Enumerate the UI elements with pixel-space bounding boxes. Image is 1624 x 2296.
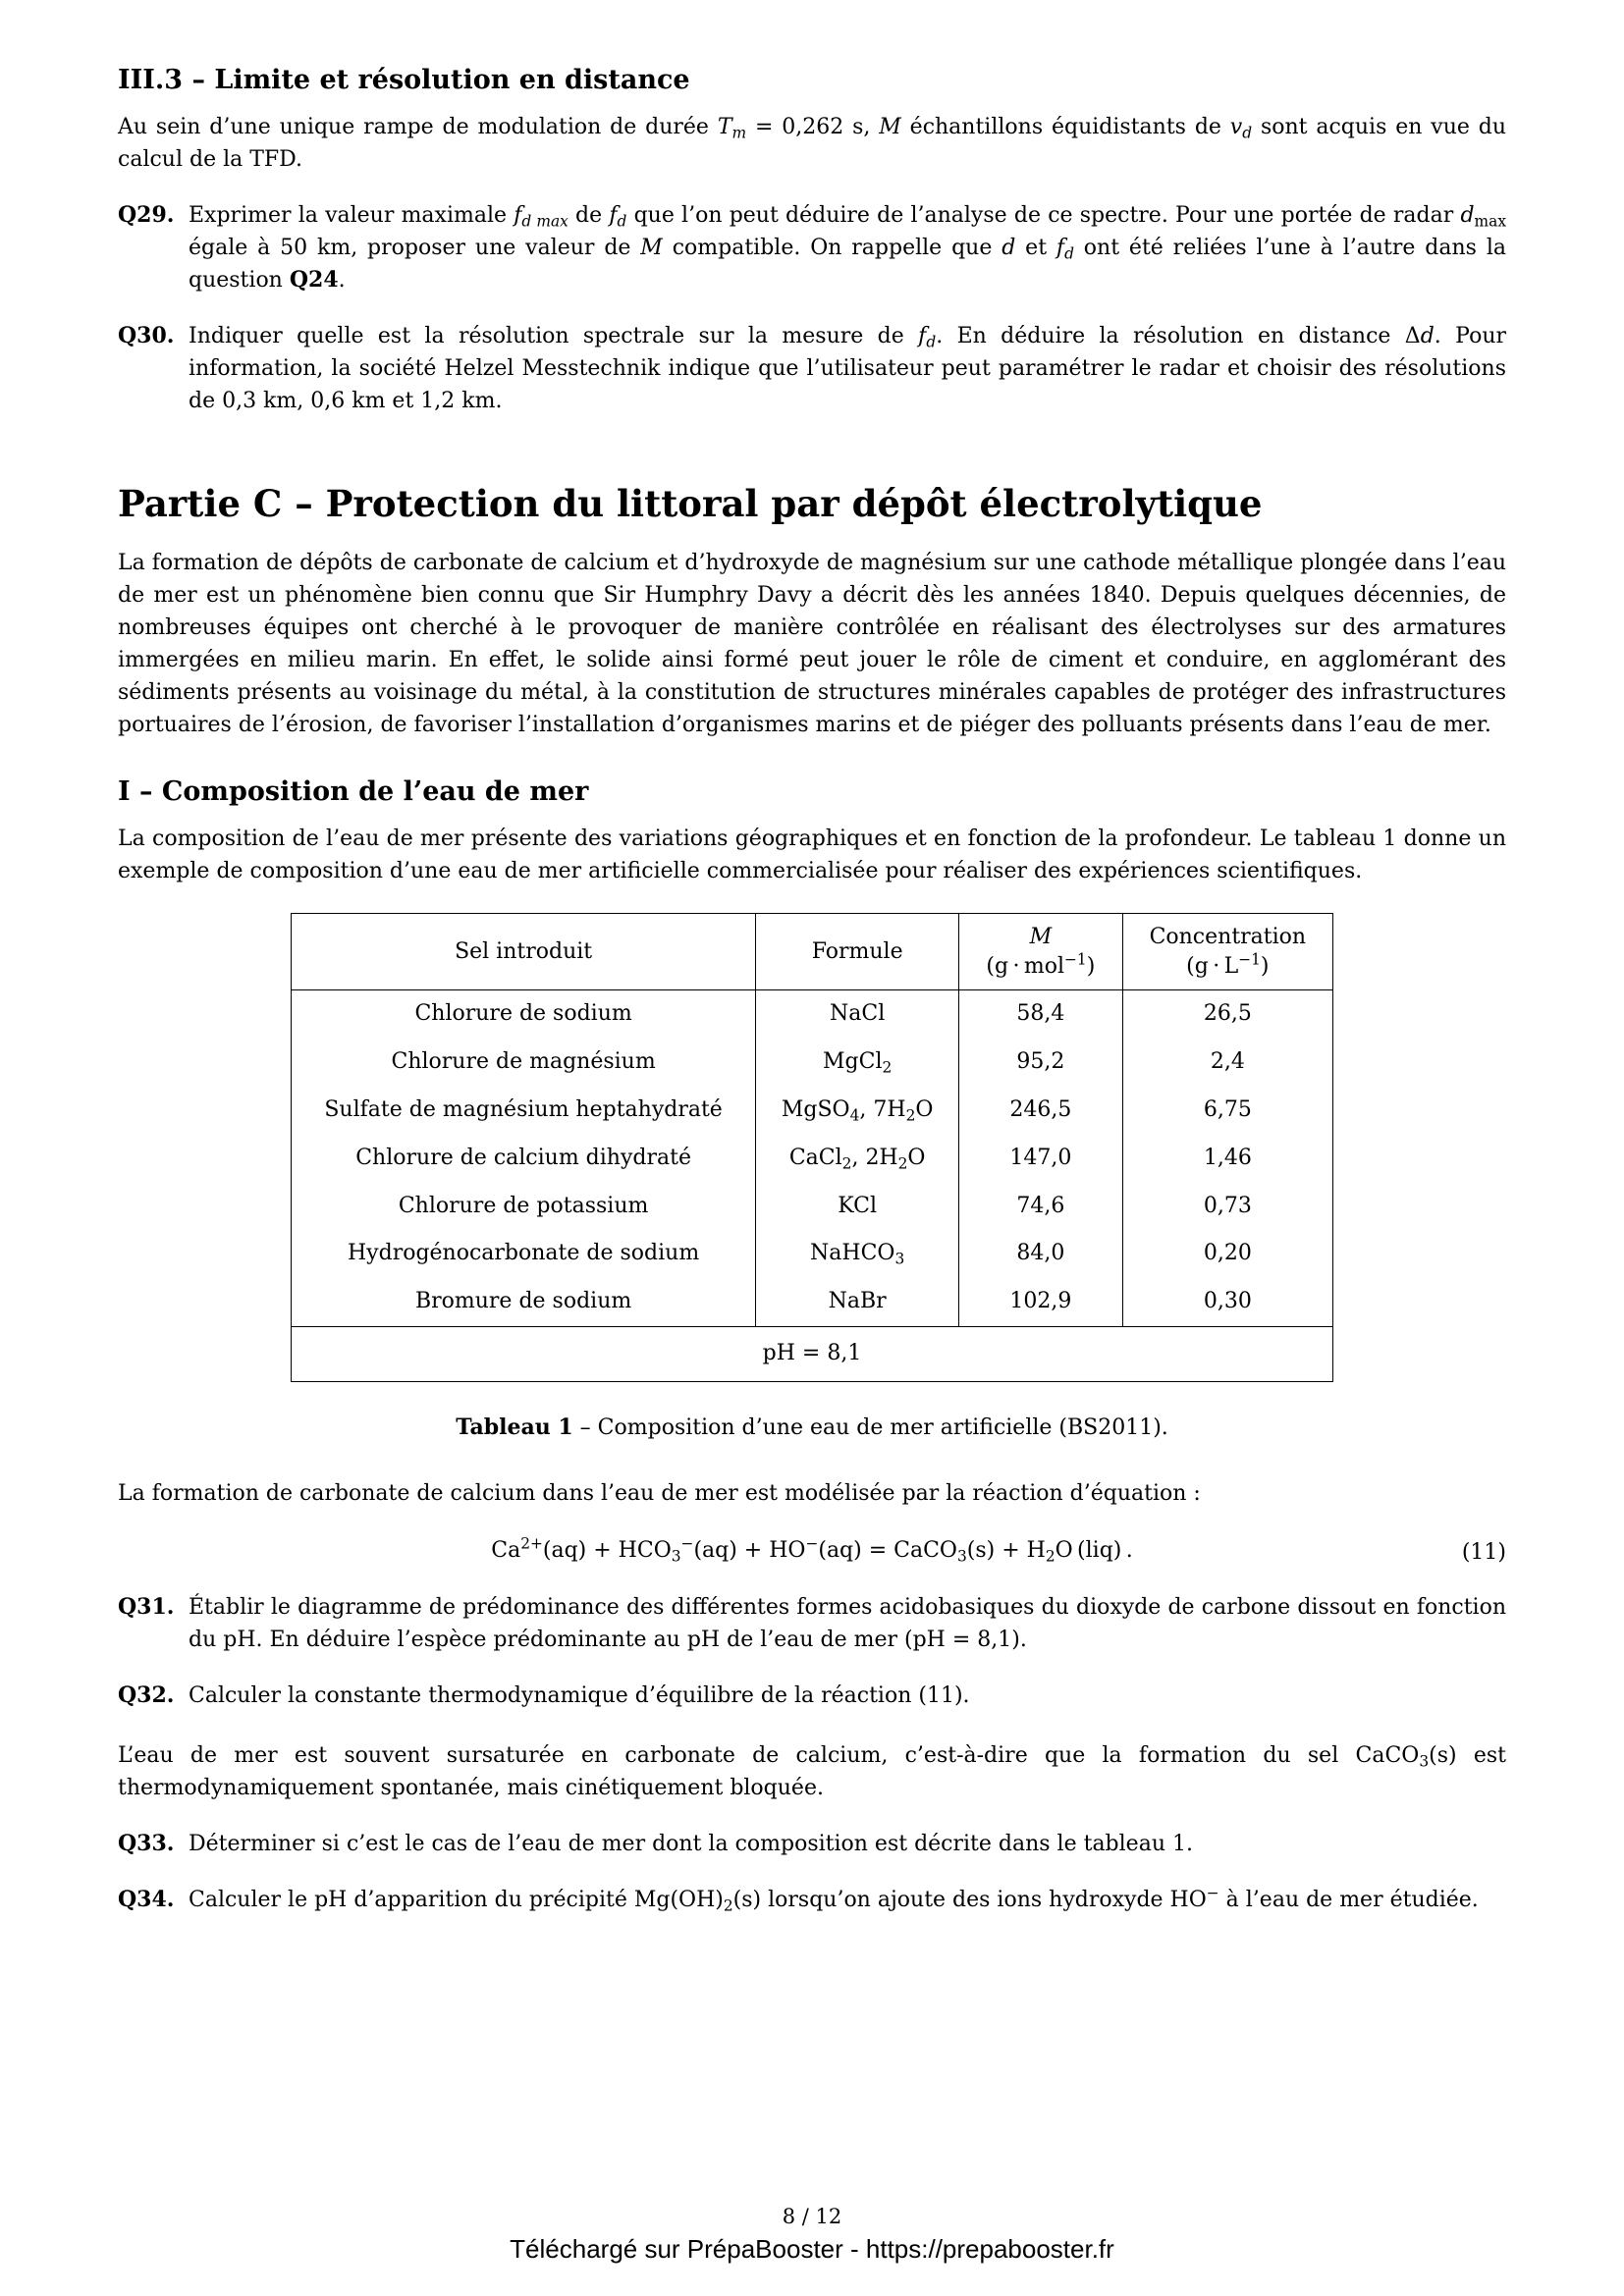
column-header-salt: Sel introduit bbox=[292, 914, 756, 990]
column-header-formula: Formule bbox=[756, 914, 959, 990]
column-header-molar-mass: M (g · mol$^{-1}$) bbox=[959, 914, 1123, 990]
cell-salt: Chlorure de potassium bbox=[292, 1183, 756, 1231]
cell-formula: CaCl$_2$, $2H_2O$ bbox=[756, 1135, 959, 1183]
table-row bbox=[292, 990, 1333, 1039]
table-row bbox=[292, 1135, 1333, 1183]
question-q29-label: Q29. bbox=[118, 202, 175, 228]
table-row bbox=[292, 1087, 1333, 1135]
cell-formula: MgSO$_4$, $7H_2O$ bbox=[756, 1087, 959, 1135]
cell-concentration: 0,20 bbox=[1122, 1230, 1332, 1278]
reaction-equation: $Ca^{2+}(aq) + HCO_3^-(aq) + HO^-(aq)$ = CaCO$_3$(s) + $H_2O$ (liq) . bbox=[491, 1534, 1133, 1566]
composition-intro-paragraph: La composition de l’eau de mer présente des variations géographiques et en fonction de la profondeur. Le tableau 1 donne un exemple de composition d’une eau de mer artificielle commercialisée pour réaliser des expériences scientifiques. bbox=[118, 827, 1506, 883]
question-q34-body: Calculer le pH d’apparition du précipité $Mg(OH)_2(s)$ lorsqu’on ajoute des ions hydroxyde HO− à l’eau de mer étudiée. bbox=[189, 1884, 1479, 1915]
cell-concentration: 0,73 bbox=[1122, 1183, 1332, 1231]
question-q30-body: Indiquer quelle est la résolution spectrale sur la mesure de $f_d$. En déduire la résolution en distance Δd. Pour information, la société Helzel Messtechnik indique que l’utilisateur peut paramétrer le radar et choisir des résolutions de 0,3 km, 0,6 km et 1,2 km. bbox=[189, 324, 1506, 413]
cell-molar-mass: 147,0 bbox=[959, 1135, 1123, 1183]
saturation-note-paragraph: L’eau de mer est souvent sursaturée en carbonate de calcium, c’est-à-dire que la formation du sel CaCO$_3$(s) est thermodynamiquement spontanée, mais cinétiquement bloquée. bbox=[118, 1742, 1506, 1800]
cell-formula: KCl bbox=[756, 1183, 959, 1231]
cell-molar-mass: 95,2 bbox=[959, 1039, 1123, 1087]
question-q33 bbox=[118, 1828, 1506, 1860]
composition-table bbox=[291, 913, 1333, 1382]
table-header-row bbox=[292, 914, 1333, 990]
cell-concentration: 26,5 bbox=[1122, 990, 1332, 1039]
reaction-equation-row bbox=[118, 1533, 1506, 1568]
question-q33-label: Q33. bbox=[118, 1830, 175, 1856]
cell-salt: Chlorure de calcium dihydraté bbox=[292, 1135, 756, 1183]
equation-number: (11) bbox=[1461, 1539, 1506, 1565]
cell-molar-mass: 74,6 bbox=[959, 1183, 1123, 1231]
cell-formula: NaHCO$_3$ bbox=[756, 1230, 959, 1278]
cell-molar-mass: 102,9 bbox=[959, 1278, 1123, 1326]
table-row bbox=[292, 1183, 1333, 1231]
radar-intro-paragraph: Au sein d’une unique rampe de modulation de durée $T_m = 0,262$ s, M échantillons équidistants de $v_d$ sont acquis en vue du calcul de la TFD. bbox=[118, 115, 1507, 172]
cell-salt: Sulfate de magnésium heptahydraté bbox=[292, 1087, 756, 1135]
table-row bbox=[292, 1039, 1333, 1087]
cell-concentration: 2,4 bbox=[1122, 1039, 1332, 1087]
cell-molar-mass: 84,0 bbox=[959, 1230, 1123, 1278]
radar-section-heading: III.3 – Limite et résolution en distance bbox=[118, 65, 690, 95]
question-q32 bbox=[118, 1680, 1506, 1712]
page-number: 8 / 12 bbox=[782, 2204, 842, 2228]
cell-molar-mass: 246,5 bbox=[959, 1087, 1123, 1135]
cell-formula: NaCl bbox=[756, 990, 959, 1039]
question-q34-label: Q34. bbox=[118, 1886, 175, 1912]
question-q32-body: Calculer la constante thermodynamique d’équilibre de la réaction (11). bbox=[189, 1682, 970, 1708]
column-header-concentration: Concentration $(g \cdot L^{-1})$ bbox=[1122, 914, 1332, 990]
question-q29 bbox=[118, 199, 1506, 296]
ph-row bbox=[292, 1326, 1333, 1381]
cell-salt: Hydrogénocarbonate de sodium bbox=[292, 1230, 756, 1278]
reaction-intro-paragraph: La formation de carbonate de calcium dans l’eau de mer est modélisée par la réaction d’équation : bbox=[118, 1480, 1201, 1506]
page-footer bbox=[0, 2204, 1624, 2267]
part-c-heading: Partie C – Protection du littoral par dépôt électrolytique bbox=[118, 482, 1263, 525]
question-q34 bbox=[118, 1884, 1506, 1916]
cell-salt: Bromure de sodium bbox=[292, 1278, 756, 1326]
cell-concentration: 0,30 bbox=[1122, 1278, 1332, 1326]
question-q30-label: Q30. bbox=[118, 323, 175, 348]
cell-concentration: 6,75 bbox=[1122, 1087, 1332, 1135]
cell-salt: Chlorure de sodium bbox=[292, 990, 756, 1039]
cell-concentration: 1,46 bbox=[1122, 1135, 1332, 1183]
table-caption: Tableau 1 – Composition d’une eau de mer artificielle (BS2011). bbox=[456, 1414, 1168, 1440]
question-q33-body: Déterminer si c’est le cas de l’eau de mer dont la composition est décrite dans le tableau 1. bbox=[189, 1831, 1193, 1856]
question-q31-body: Établir le diagramme de prédominance des différentes formes acidobasiques du dioxyde de carbone dissout en fonction du pH. En déduire l’espèce prédominante au pH de l’eau de mer (pH = 8,1). bbox=[189, 1594, 1506, 1652]
question-q31-label: Q31. bbox=[118, 1593, 175, 1620]
footer-source-link[interactable]: Téléchargé sur PrépaBooster - https://prepabooster.fr bbox=[510, 2233, 1114, 2264]
cell-salt: Chlorure de magnésium bbox=[292, 1039, 756, 1087]
question-q30 bbox=[118, 320, 1506, 417]
ph-value: pH = 8,1 bbox=[292, 1326, 1333, 1381]
question-q31 bbox=[118, 1591, 1506, 1656]
question-q32-label: Q32. bbox=[118, 1682, 175, 1708]
cell-formula: MgCl$_2$ bbox=[756, 1039, 959, 1087]
table-row bbox=[292, 1278, 1333, 1326]
question-q29-body: Exprimer la valeur maximale $f_{d max}$ de $f_d$ que l’on peut déduire de l’analyse de ce spectre. Pour une portée de radar $d_{max}$ égale à 50 km, proposer une valeur de M compatible. On rappelle que d et $f_d$ ont été reliées l’une à l’autre dans la question Q24. bbox=[189, 203, 1506, 293]
cell-formula: NaBr bbox=[756, 1278, 959, 1326]
cell-molar-mass: 58,4 bbox=[959, 990, 1123, 1039]
composition-section-heading: I – Composition de l’eau de mer bbox=[118, 776, 589, 807]
part-c-intro-paragraph: La formation de dépôts de carbonate de calcium et d’hydroxyde de magnésium sur une cathode métallique plongée dans l’eau de mer est un phénomène bien connu que Sir Humphry Davy a décrit dès les années 1840. Depuis quelques décennies, de nombreuses équipes ont cherché à le provoquer de manière contrôlée en réalisant des électrolyses sur des armatures immergées en milieu marin. En effet, le solide ainsi formé peut jouer le rôle de ciment et conduire, en agglomérant des sédiments présents au voisinage du métal, à la constitution de structures minérales capables de protéger des infrastructures portuaires de l’érosion, de favoriser l’installation d’organismes marins et de piéger des polluants présents dans l’eau de mer. bbox=[118, 551, 1506, 737]
table-row bbox=[292, 1230, 1333, 1278]
